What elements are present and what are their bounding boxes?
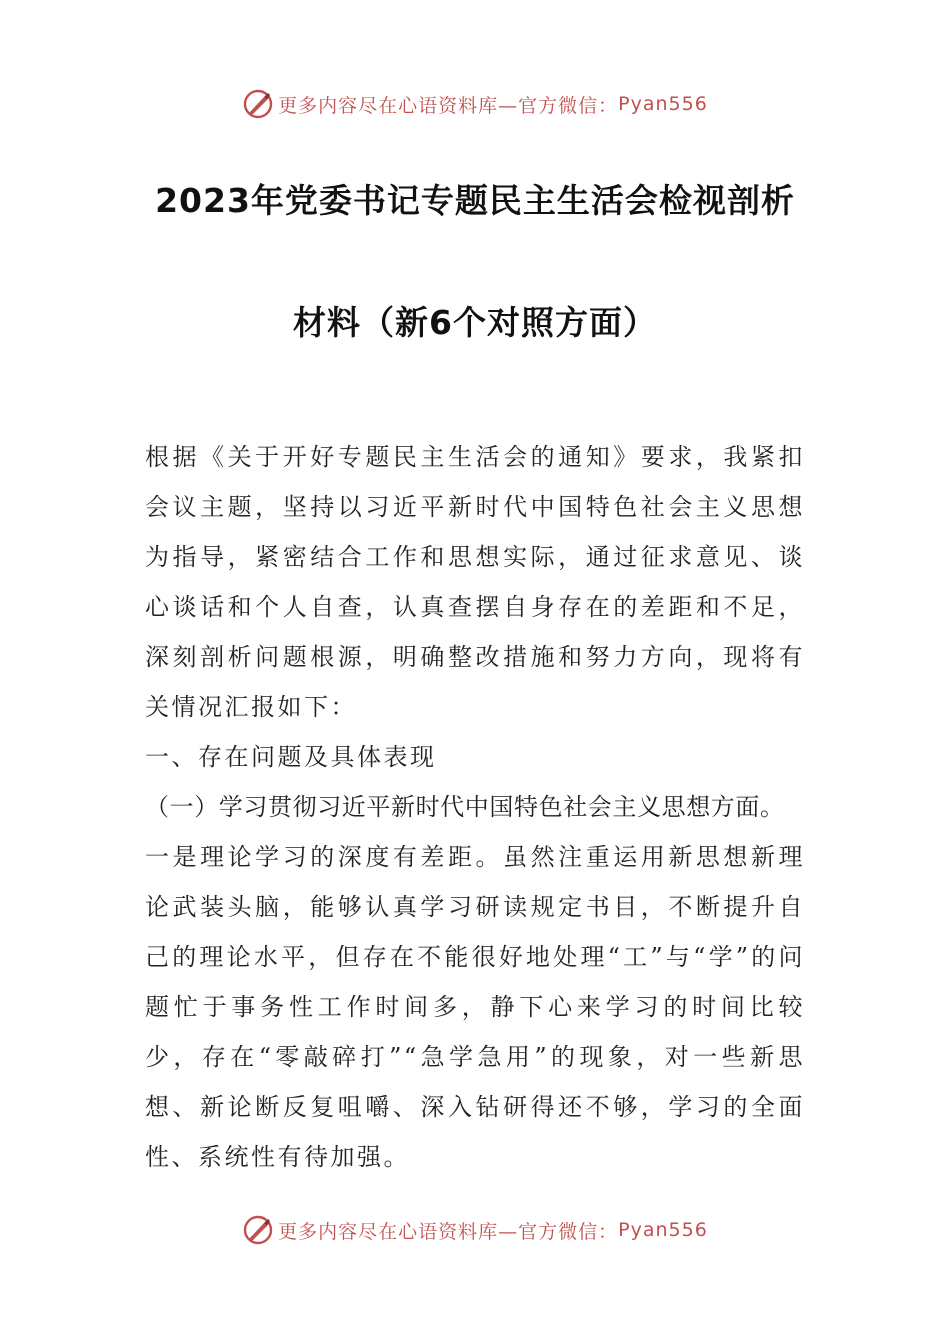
- watermark-wechat-id: Pyan556: [618, 1219, 708, 1241]
- document-title-line1: 2023年党委书记专题民主生活会检视剖析: [155, 181, 795, 220]
- watermark-header: [0, 84, 950, 124]
- intro-paragraph: 根据《关于开好专题民主生活会的通知》要求，我紧扣会议主题，坚持以习近平新时代中国特色社会主义思想为指导，紧密结合工作和思想实际，通过征求意见、谈心谈话和个人自查，认真查摆自身存在的差距和不足，深刻剖析问题根源，明确整改措施和努力方向，现将有关情况汇报如下：: [145, 443, 805, 721]
- document-body: [145, 432, 805, 1182]
- watermark-footer: [0, 1210, 950, 1250]
- watermark-text: 更多内容尽在心语资料库—官方微信：: [278, 94, 619, 117]
- section-heading: 一、存在问题及具体表现: [145, 743, 437, 771]
- subsection-heading: （一）学习贯彻习近平新时代中国特色社会主义思想方面。: [145, 793, 785, 821]
- pen-logo-icon: [242, 1214, 274, 1246]
- document-title-line2: 材料（新6个对照方面）: [293, 303, 657, 342]
- subsection-paragraph: 一是理论学习的深度有差距。虽然注重运用新思想新理论武装头脑，能够认真学习研读规定书目，不断提升自己的理论水平，但存在不能很好地处理“工”与“学”的问题忙于事务性工作时间多，静下心来学习的时间比较少，存在“零敲碎打”“急学急用”的现象，对一些新思想、新论断反复咀嚼、深入钻研得还不够，学习的全面性、系统性有待加强。: [145, 843, 805, 1171]
- watermark-wechat-id: Pyan556: [618, 93, 708, 115]
- pen-logo-icon: [242, 88, 274, 120]
- watermark-text: 更多内容尽在心语资料库—官方微信：: [278, 1220, 619, 1243]
